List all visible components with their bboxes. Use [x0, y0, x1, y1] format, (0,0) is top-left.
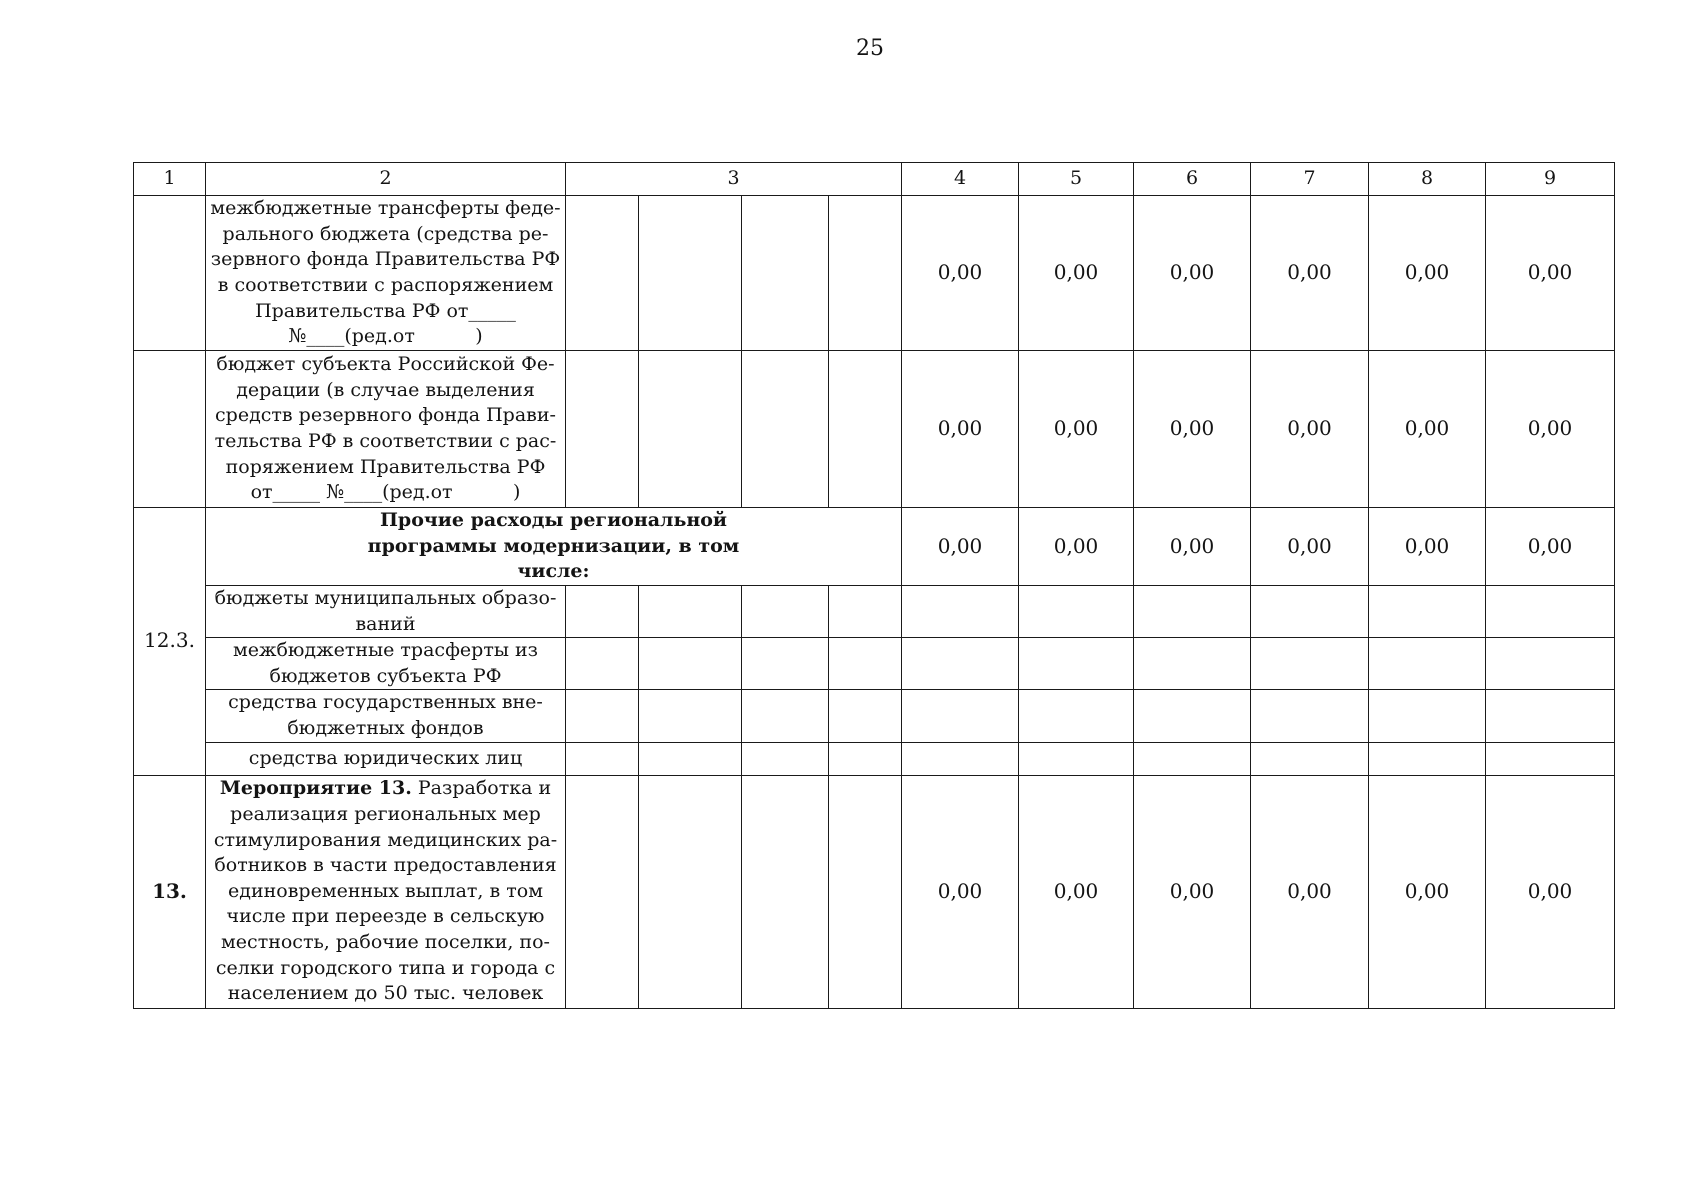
empty-cell	[902, 638, 1019, 690]
empty-cell	[1369, 690, 1486, 742]
empty-cell	[1369, 638, 1486, 690]
value-cell: 0,00	[1251, 196, 1369, 351]
empty-cell	[1134, 690, 1251, 742]
empty-cell	[829, 638, 902, 690]
empty-cell	[829, 196, 902, 351]
value-cell: 0,00	[902, 351, 1019, 508]
value-cell: 0,00	[1369, 196, 1486, 351]
value-cell: 0,00	[1019, 508, 1134, 586]
value-cell: 0,00	[1486, 775, 1615, 1008]
empty-cell	[1019, 638, 1134, 690]
value-cell: 0,00	[1134, 196, 1251, 351]
empty-cell	[566, 775, 639, 1008]
category-cell: Мероприятие 13. Разработка и реализация региональных мер стимулирования медицинских ра- ботников в части предоставления единовременных выплат, в том числе при переезде в сельскую местность, рабочие поселки, по- селки городского типа и города с населением до 50 тыс. человек	[206, 775, 566, 1008]
empty-cell	[1369, 586, 1486, 638]
empty-cell	[566, 742, 639, 775]
col-header-6: 6	[1134, 163, 1251, 196]
empty-cell	[742, 775, 829, 1008]
category-cell: бюджеты муниципальных образо- ваний	[206, 586, 566, 638]
empty-cell	[902, 586, 1019, 638]
value-cell: 0,00	[902, 508, 1019, 586]
value-cell: 0,00	[1486, 351, 1615, 508]
empty-cell	[639, 351, 742, 508]
value-cell: 0,00	[1019, 196, 1134, 351]
value-cell: 0,00	[1251, 351, 1369, 508]
empty-cell	[566, 638, 639, 690]
empty-cell	[829, 586, 902, 638]
value-cell: 0,00	[1369, 508, 1486, 586]
empty-cell	[1134, 742, 1251, 775]
category-cell: средства государственных вне- бюджетных фондов	[206, 690, 566, 742]
empty-cell	[566, 586, 639, 638]
empty-cell	[829, 775, 902, 1008]
col-header-1: 1	[134, 163, 206, 196]
value-cell: 0,00	[1134, 775, 1251, 1008]
value-cell: 0,00	[902, 196, 1019, 351]
empty-cell	[1251, 638, 1369, 690]
empty-cell	[1486, 638, 1615, 690]
empty-cell	[639, 690, 742, 742]
empty-cell	[902, 690, 1019, 742]
col-header-2: 2	[206, 163, 566, 196]
empty-cell	[1134, 638, 1251, 690]
table-row-state-funds	[134, 690, 1615, 742]
empty-cell	[1486, 586, 1615, 638]
value-cell: 0,00	[1369, 351, 1486, 508]
col-header-5: 5	[1019, 163, 1134, 196]
column-number-row	[134, 163, 1615, 196]
empty-cell	[742, 586, 829, 638]
empty-cell	[1019, 742, 1134, 775]
empty-cell	[1486, 690, 1615, 742]
category-cell: бюджет субъекта Российской Фе- дерации (в случае выделения средств резервного фонда Прави- тельства РФ в соответствии с рас- поряжением Правительства РФ от_____ №____(ред.от )	[206, 351, 566, 508]
value-cell: 0,00	[1134, 351, 1251, 508]
value-cell: 0,00	[1486, 508, 1615, 586]
value-cell: 0,00	[902, 775, 1019, 1008]
category-cell: средства юридических лиц	[206, 742, 566, 775]
measure-title: Мероприятие 13.	[219, 777, 412, 800]
empty-cell	[742, 742, 829, 775]
empty-cell	[1134, 586, 1251, 638]
empty-cell	[566, 196, 639, 351]
section-header-cell: Прочие расходы региональной программы модернизации, в том числе:	[206, 508, 902, 586]
category-cell: межбюджетные трансферты феде- рального бюджета (средства ре- зервного фонда Правительства РФ в соответствии с распоряжением Правительства РФ от_____ №____(ред.от )	[206, 196, 566, 351]
empty-cell	[639, 586, 742, 638]
empty-cell	[742, 690, 829, 742]
empty-cell	[1251, 690, 1369, 742]
value-cell: 0,00	[1251, 775, 1369, 1008]
empty-cell	[1251, 586, 1369, 638]
col-header-3: 3	[566, 163, 902, 196]
value-cell: 0,00	[1369, 775, 1486, 1008]
table-row-legal-entities	[134, 742, 1615, 775]
empty-cell	[566, 351, 639, 508]
empty-cell	[1019, 586, 1134, 638]
category-cell: межбюджетные трасферты из бюджетов субъекта РФ	[206, 638, 566, 690]
empty-cell	[566, 690, 639, 742]
empty-cell	[1251, 742, 1369, 775]
table-row-section-12-3	[134, 508, 1615, 586]
col-header-7: 7	[1251, 163, 1369, 196]
value-cell: 0,00	[1134, 508, 1251, 586]
empty-cell	[742, 351, 829, 508]
table-row-section-13	[134, 775, 1615, 1008]
empty-cell	[639, 196, 742, 351]
index-cell	[134, 196, 206, 351]
table-row-subject-budget	[134, 351, 1615, 508]
table-row-federal-transfers	[134, 196, 1615, 351]
empty-cell	[639, 742, 742, 775]
empty-cell	[829, 742, 902, 775]
value-cell: 0,00	[1251, 508, 1369, 586]
empty-cell	[902, 742, 1019, 775]
index-cell	[134, 351, 206, 508]
empty-cell	[1486, 742, 1615, 775]
section-index-12-3: 12.3.	[134, 508, 206, 776]
empty-cell	[1369, 742, 1486, 775]
value-cell: 0,00	[1486, 196, 1615, 351]
col-header-9: 9	[1486, 163, 1615, 196]
empty-cell	[639, 775, 742, 1008]
section-index-13: 13.	[134, 775, 206, 1008]
value-cell: 0,00	[1019, 775, 1134, 1008]
empty-cell	[829, 351, 902, 508]
budget-table	[133, 162, 1615, 1009]
page-number: 25	[856, 36, 884, 61]
empty-cell	[639, 638, 742, 690]
empty-cell	[742, 638, 829, 690]
empty-cell	[829, 690, 902, 742]
empty-cell	[742, 196, 829, 351]
col-header-4: 4	[902, 163, 1019, 196]
col-header-8: 8	[1369, 163, 1486, 196]
value-cell: 0,00	[1019, 351, 1134, 508]
empty-cell	[1019, 690, 1134, 742]
table-row-interbudget-transfers	[134, 638, 1615, 690]
table-row-municipal-budgets	[134, 586, 1615, 638]
